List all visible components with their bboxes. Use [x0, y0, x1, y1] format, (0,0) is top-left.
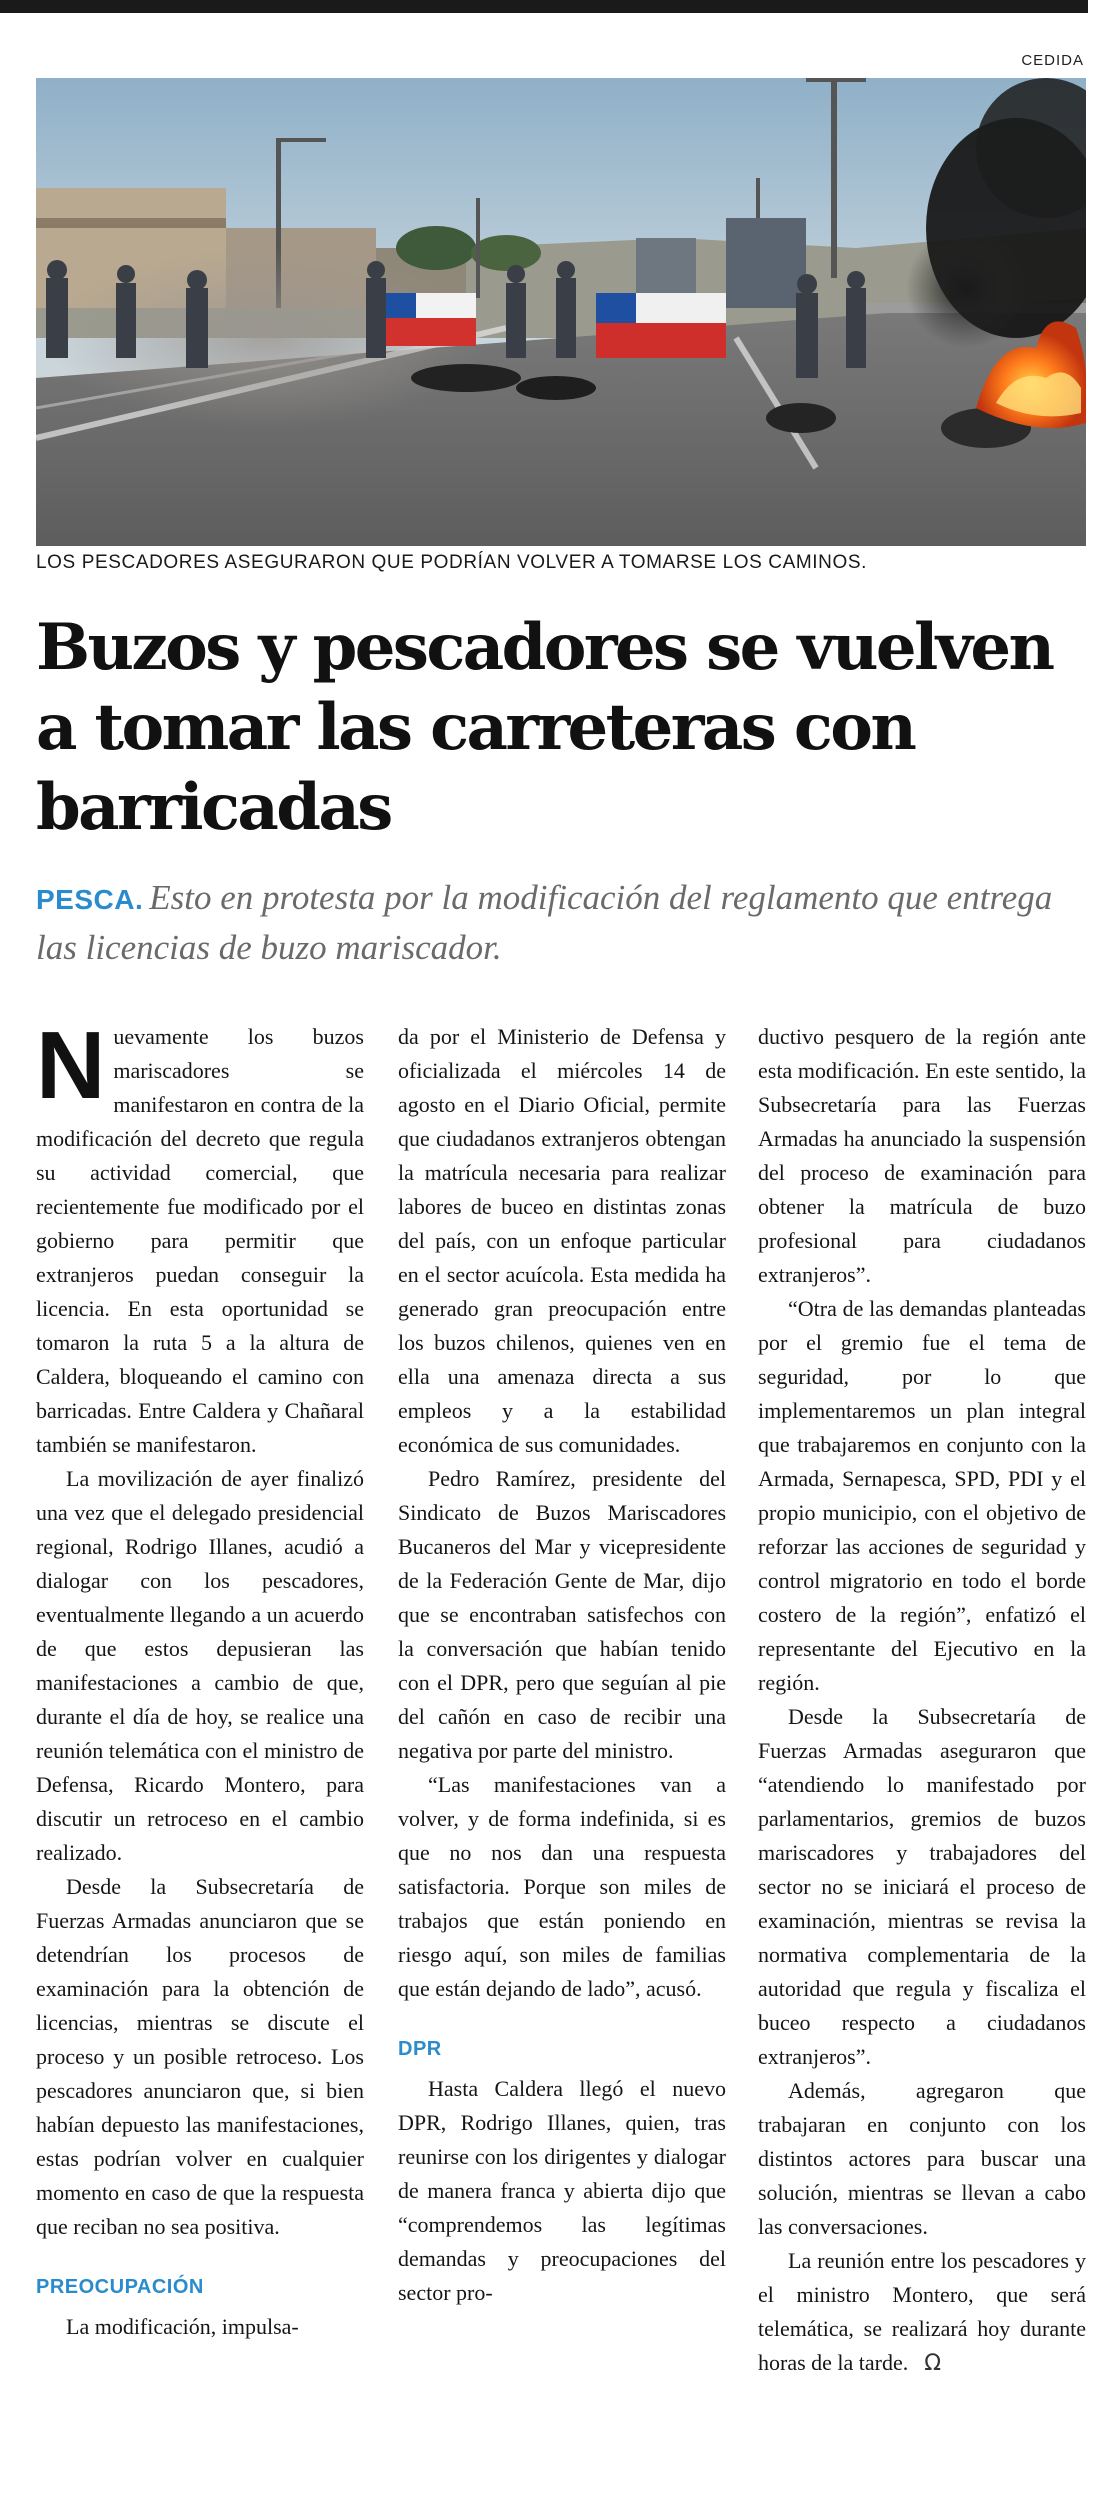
paragraph-text: uevamente los buzos mariscadores se manifestaron en contra de la modificación del decreto que regula su actividad comercial, que recientemente fue modificado por el gobierno para permitir que extranjeros puedan conseguir la licencia. En esta oportunidad se tomaron la ruta 5 a la altura de Caldera, bloqueando el camino con barricadas. Entre Caldera y Chañaral también se manifestaron. [36, 1024, 364, 1457]
paragraph-text: La reunión entre los pescadores y el ministro Montero, que será telemática, se realizará hoy durante horas de la tarde. [758, 2248, 1086, 2375]
paragraph: Desde la Subsecretaría de Fuerzas Armadas anunciaron que se detendrían los procesos de examinación para la obtención de licencias, mientras se discute el proceso y un posible retroceso. Los pescadores anunciaron que, si bien habían depuesto las manifestaciones, estas podrían volver en cualquier momento en caso de que la respuesta que reciban no sea positiva. [36, 1874, 364, 2239]
paragraph: “Otra de las demandas planteadas por el gremio fue el tema de seguridad, por lo que implementaremos un plan integral que trabajaremos en conjunto con la Armada, Sernapesca, SPD, PDI y el propio municipio, con el objetivo de reforzar las acciones de seguridad y control migratorio en todo el borde costero de la región”, enfatizó el representante del Ejecutivo en la región. [758, 1296, 1086, 1695]
end-mark-icon: Ω [924, 2351, 942, 2376]
paragraph: La modificación, impulsa- [66, 2314, 299, 2339]
photo-icon [36, 78, 1086, 546]
paragraph: La movilización de ayer finalizó una vez que el delegado presidencial regional, Rodrigo Illanes, acudió a dialogar con los pescadores, eventualmente llegando a un acuerdo de que estos depusieran las manifestaciones a cambio de que, durante el día de hoy, se realice una reunión telemática con el ministro de Defensa, Ricardo Montero, para discutir un retroceso en el cambio realizado. [36, 1466, 364, 1865]
paragraph: Pedro Ramírez, presidente del Sindicato de Buzos Mariscadores Bucaneros del Mar y vicepresidente de la Federación Gente de Mar, dijo que se encontraban satisfechos con la conversación que habían tenido con el DPR, pero que seguían al pie del cañón en caso de recibir una negativa por parte del ministro. [398, 1466, 726, 1763]
paragraph: da por el Ministerio de Defensa y oficializada el miércoles 14 de agosto en el Diario Oficial, permite que ciudadanos extranjeros obtengan la matrícula necesaria para realizar labores de buceo en distintas zonas del país, con un enfoque particular en el sector acuícola. Esta medida ha generado gran preocupación entre los buzos chilenos, quienes ven en ella una amenaza directa a sus empleos y a la estabilidad económica de sus comunidades. [398, 1024, 726, 1457]
headline: Buzos y pescadores se vuelven a tomar las carreteras con barricadas [36, 610, 1053, 845]
top-rule [0, 0, 1088, 13]
article-column-1 [36, 1012, 364, 2344]
subhead-preocupacion: PREOCUPACIÓN [36, 2276, 204, 2298]
paragraph: ductivo pesquero de la región ante esta modificación. En este sentido, la Subsecretaría para las Fuerzas Armadas ha anunciado la suspensión del proceso de examinación para obtener la matrícula de buzo profesional para ciudadanos extranjeros”. [758, 1024, 1086, 1287]
news-photo [36, 78, 1086, 546]
paragraph: Desde la Subsecretaría de Fuerzas Armadas aseguraron que “atendiendo lo manifestado por parlamentarios, gremios de buzos mariscadores y trabajadores del sector no se iniciará el proceso de examinación, mientras se revisa la normativa complementaria de la autoridad que regula y fiscaliza el buceo respecto a ciudadanos extranjeros”. [758, 1704, 1086, 2069]
article-column-3 [758, 1020, 1086, 2381]
paragraph [36, 1012, 364, 1462]
deck [36, 874, 1086, 972]
photo-caption: LOS PESCADORES ASEGURARON QUE PODRÍAN VOLVER A TOMARSE LOS CAMINOS. [36, 552, 868, 573]
section-kicker: PESCA. [36, 884, 144, 915]
photo-credit: CEDIDA [1021, 52, 1084, 69]
deck-text: Esto en protesta por la modificación del reglamento que entrega las licencias de buzo mariscador. [36, 878, 1053, 967]
paragraph [758, 2244, 1086, 2381]
drop-cap: N [36, 1012, 106, 1119]
paragraph: Hasta Caldera llegó el nuevo DPR, Rodrigo Illanes, quien, tras reunirse con los dirigentes y dialogar de manera franca y abierta dijo que “comprendemos las legítimas demandas y preocupaciones del sector pro- [398, 2076, 726, 2305]
paragraph: “Las manifestaciones van a volver, y de forma indefinida, si es que no nos dan una respuesta satisfactoria. Porque son miles de trabajos que están poniendo en riesgo aquí, son miles de familias que están dejando de lado”, acusó. [398, 1772, 726, 2001]
paragraph: Además, agregaron que trabajaran en conjunto con los distintos actores para buscar una solución, mientras se llevan a cabo las conversaciones. [758, 2078, 1086, 2239]
article-column-2 [398, 1020, 726, 2310]
subhead-dpr: DPR [398, 2038, 442, 2060]
